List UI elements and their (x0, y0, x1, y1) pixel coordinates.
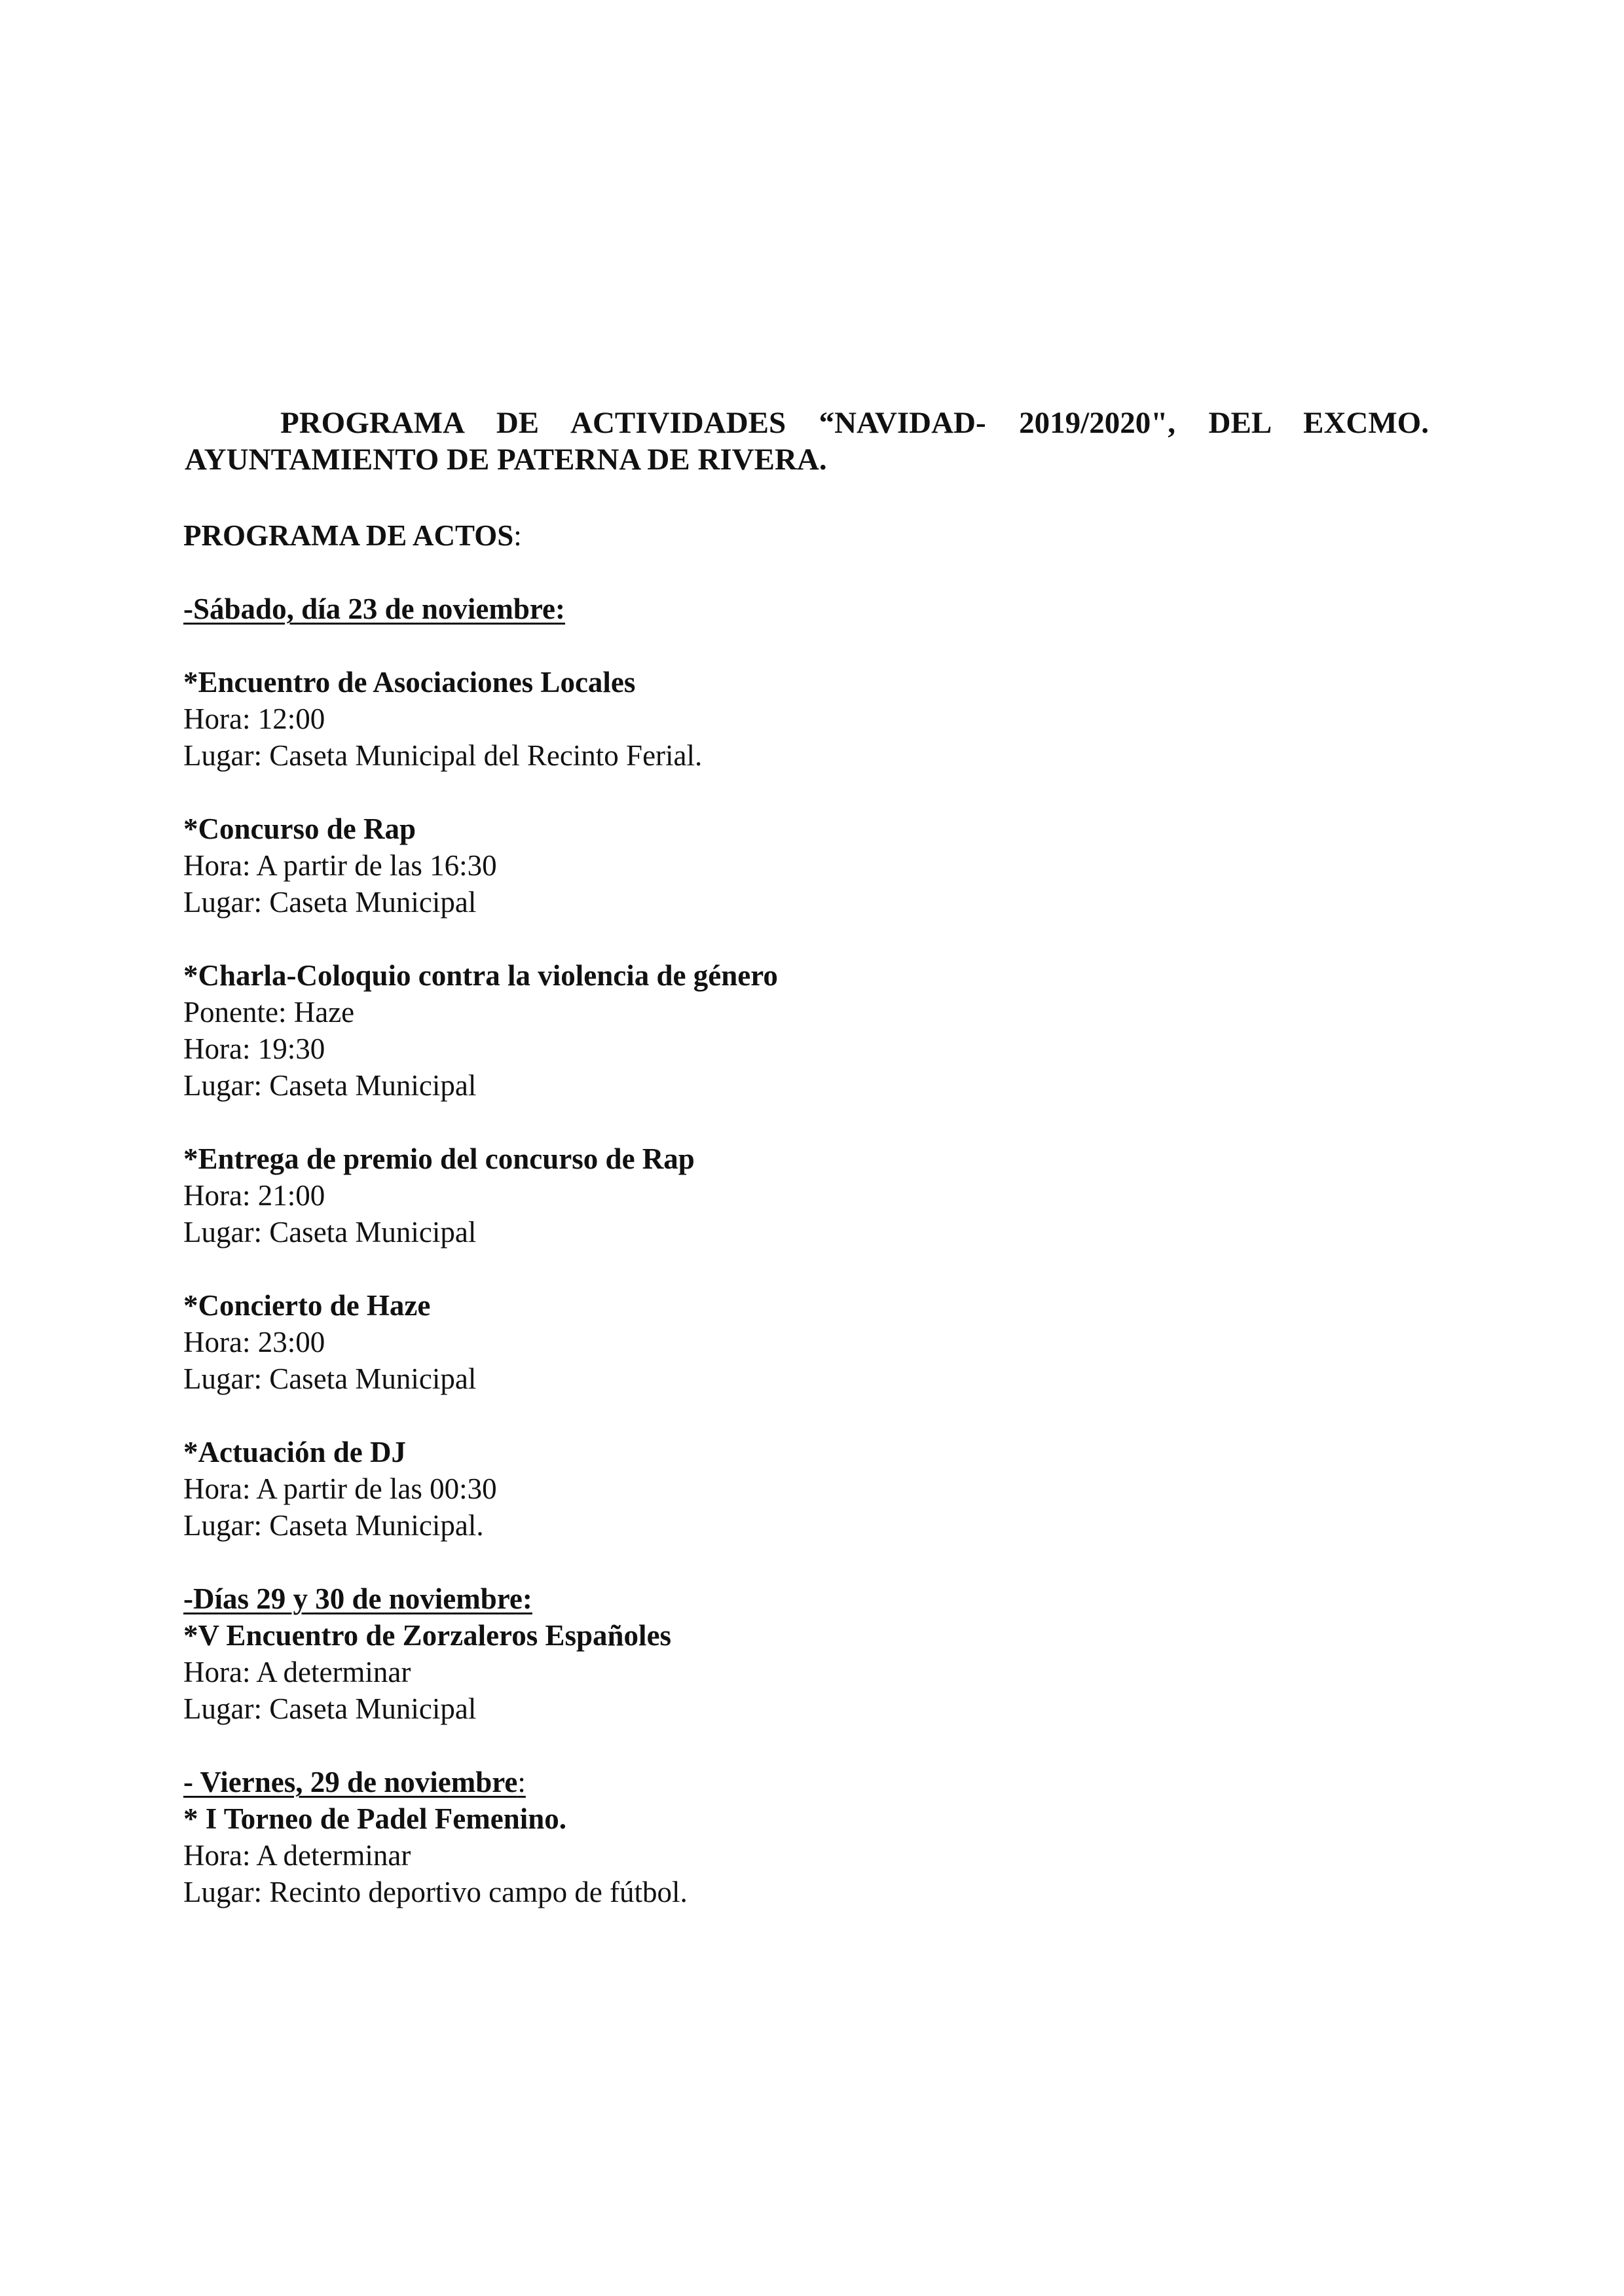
document-title (185, 405, 1429, 478)
event-time: Hora: A determinar (183, 1656, 411, 1688)
event-title: *V Encuentro de Zorzaleros Españoles (183, 1619, 672, 1652)
program-heading (183, 517, 1428, 554)
event-time: Hora: 12:00 (183, 702, 325, 735)
event-place: Lugar: Caseta Municipal (183, 1216, 477, 1248)
event-title: *Charla-Coloquio contra la violencia de género (183, 959, 778, 992)
event-title: *Encuentro de Asociaciones Locales (183, 666, 636, 699)
event-title: *Entrega de premio del concurso de Rap (183, 1142, 695, 1175)
program-heading-text: PROGRAMA DE ACTOS (183, 519, 514, 552)
event-time: Hora: A determinar (183, 1839, 411, 1872)
event-place: Lugar: Caseta Municipal (183, 1692, 477, 1725)
day-heading-viernes-29 (183, 1764, 1428, 1800)
event-place: Lugar: Caseta Municipal (183, 886, 477, 919)
day-heading-sabado-23 (183, 591, 1428, 627)
day-heading-text: -Sábado, día 23 de noviembre: (183, 592, 565, 625)
event-encuentro-zorzaleros (183, 1617, 1428, 1727)
event-time: Hora: 21:00 (183, 1179, 325, 1212)
day-heading-colon: : (517, 1766, 526, 1798)
event-title: *Actuación de DJ (183, 1436, 406, 1468)
event-title: * I Torneo de Padel Femenino. (183, 1802, 567, 1835)
event-place: Lugar: Caseta Municipal (183, 1069, 477, 1102)
event-torneo-padel (183, 1800, 1428, 1910)
event-actuacion-dj (183, 1434, 1428, 1544)
event-place: Lugar: Caseta Municipal. (183, 1509, 484, 1542)
title-line-1: PROGRAMA DE ACTIVIDADES “NAVIDAD- 2019/2020", DEL EXCMO. (280, 406, 1429, 440)
program-heading-colon: : (513, 519, 522, 552)
day-heading-text: -Días 29 y 30 de noviembre: (183, 1582, 532, 1615)
event-place: Lugar: Caseta Municipal del Recinto Ferial. (183, 739, 703, 772)
event-place: Lugar: Recinto deportivo campo de fútbol. (183, 1876, 688, 1908)
event-concierto-haze (183, 1287, 1428, 1397)
event-concurso-rap (183, 811, 1428, 920)
event-place: Lugar: Caseta Municipal (183, 1362, 477, 1395)
event-encuentro-asociaciones (183, 664, 1428, 774)
event-time: Hora: A partir de las 00:30 (183, 1472, 497, 1505)
title-line-2: AYUNTAMIENTO DE PATERNA DE RIVERA. (185, 443, 827, 477)
event-charla-coloquio (183, 957, 1428, 1104)
event-time: Hora: 23:00 (183, 1326, 325, 1358)
event-speaker: Ponente: Haze (183, 996, 355, 1029)
day-heading-text: - Viernes, 29 de noviembre (183, 1766, 518, 1798)
event-time: Hora: 19:30 (183, 1032, 325, 1065)
day-heading-dias-29-30 (183, 1580, 1428, 1617)
document-body (183, 517, 1428, 1910)
event-time: Hora: A partir de las 16:30 (183, 849, 497, 882)
event-title: *Concierto de Haze (183, 1289, 431, 1322)
event-title: *Concurso de Rap (183, 812, 416, 845)
event-entrega-premio (183, 1140, 1428, 1250)
